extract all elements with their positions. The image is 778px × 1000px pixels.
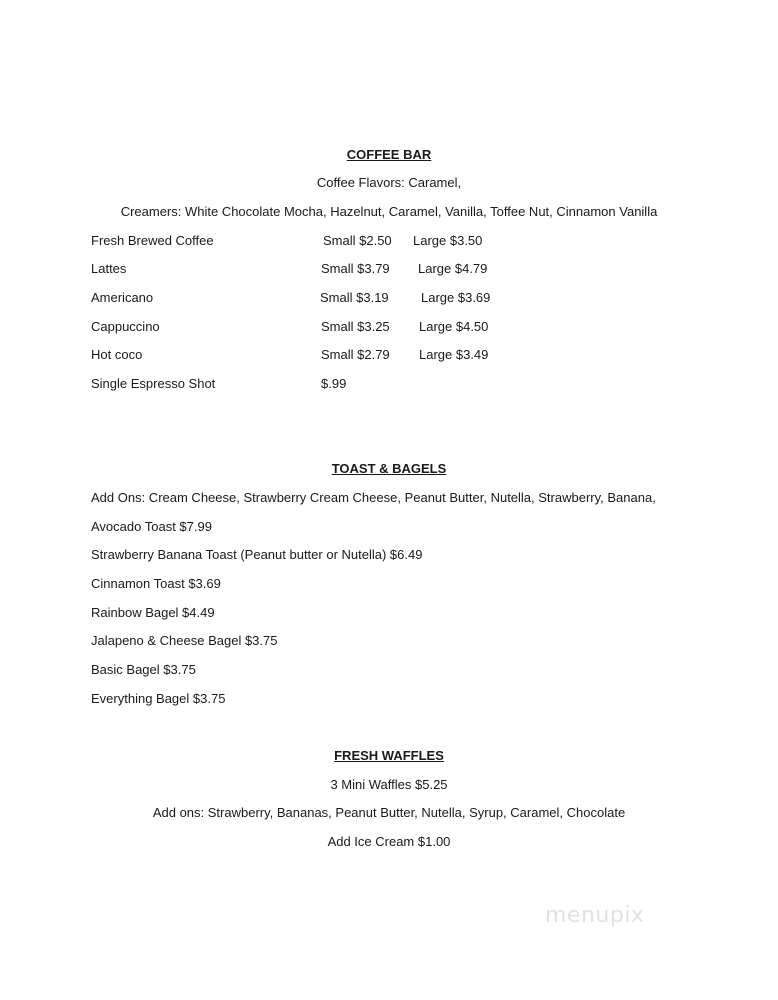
item-large-price: Large $4.50 (419, 319, 489, 334)
item-small-price: Small $3.79 (321, 261, 390, 276)
creamers-line: Creamers: White Chocolate Mocha, Hazelnut, Caramel, Vanilla, Toffee Nut, Cinnamon Vanilla (120, 204, 658, 219)
toast-addons-line: Add Ons: Cream Cheese, Strawberry Cream Cheese, Peanut Butter, Nutella, Strawberry, Banana, (91, 490, 656, 505)
item-large-price: Large $3.49 (419, 347, 489, 362)
item-large-price: Large $3.69 (421, 290, 491, 305)
coffee-flavors-line: Coffee Flavors: Caramel, (316, 175, 462, 190)
menu-line: Avocado Toast $7.99 (91, 519, 212, 534)
coffee-bar-heading: COFFEE BAR (346, 147, 432, 162)
menu-line: Rainbow Bagel $4.49 (91, 605, 215, 620)
item-large-price: Large $3.50 (413, 233, 483, 248)
menu-line: Add Ice Cream $1.00 (327, 834, 451, 849)
menupix-watermark: menupix (545, 903, 645, 928)
menu-line: Basic Bagel $3.75 (91, 662, 196, 677)
menu-line: Cinnamon Toast $3.69 (91, 576, 221, 591)
item-name: Lattes (91, 261, 127, 276)
menu-line: Strawberry Banana Toast (Peanut butter or Nutella) $6.49 (91, 547, 423, 562)
toast-bagels-heading: TOAST & BAGELS (331, 461, 447, 476)
item-name: Americano (91, 290, 154, 305)
item-small-price: Small $3.25 (321, 319, 390, 334)
item-large-price: Large $4.79 (418, 261, 488, 276)
item-small-price: Small $2.79 (321, 347, 390, 362)
item-name: Fresh Brewed Coffee (91, 233, 214, 248)
item-small-price: $.99 (321, 376, 347, 391)
menu-line: 3 Mini Waffles $5.25 (330, 777, 448, 792)
item-name: Hot coco (91, 347, 143, 362)
waffle-addons-line: Add ons: Strawberry, Bananas, Peanut Butter, Nutella, Syrup, Caramel, Chocolate (152, 805, 626, 820)
item-name: Cappuccino (91, 319, 160, 334)
menu-line: Jalapeno & Cheese Bagel $3.75 (91, 633, 278, 648)
item-small-price: Small $3.19 (320, 290, 389, 305)
fresh-waffles-heading: FRESH WAFFLES (334, 748, 444, 763)
item-small-price: Small $2.50 (323, 233, 392, 248)
item-name: Single Espresso Shot (91, 376, 216, 391)
menu-line: Everything Bagel $3.75 (91, 691, 226, 706)
